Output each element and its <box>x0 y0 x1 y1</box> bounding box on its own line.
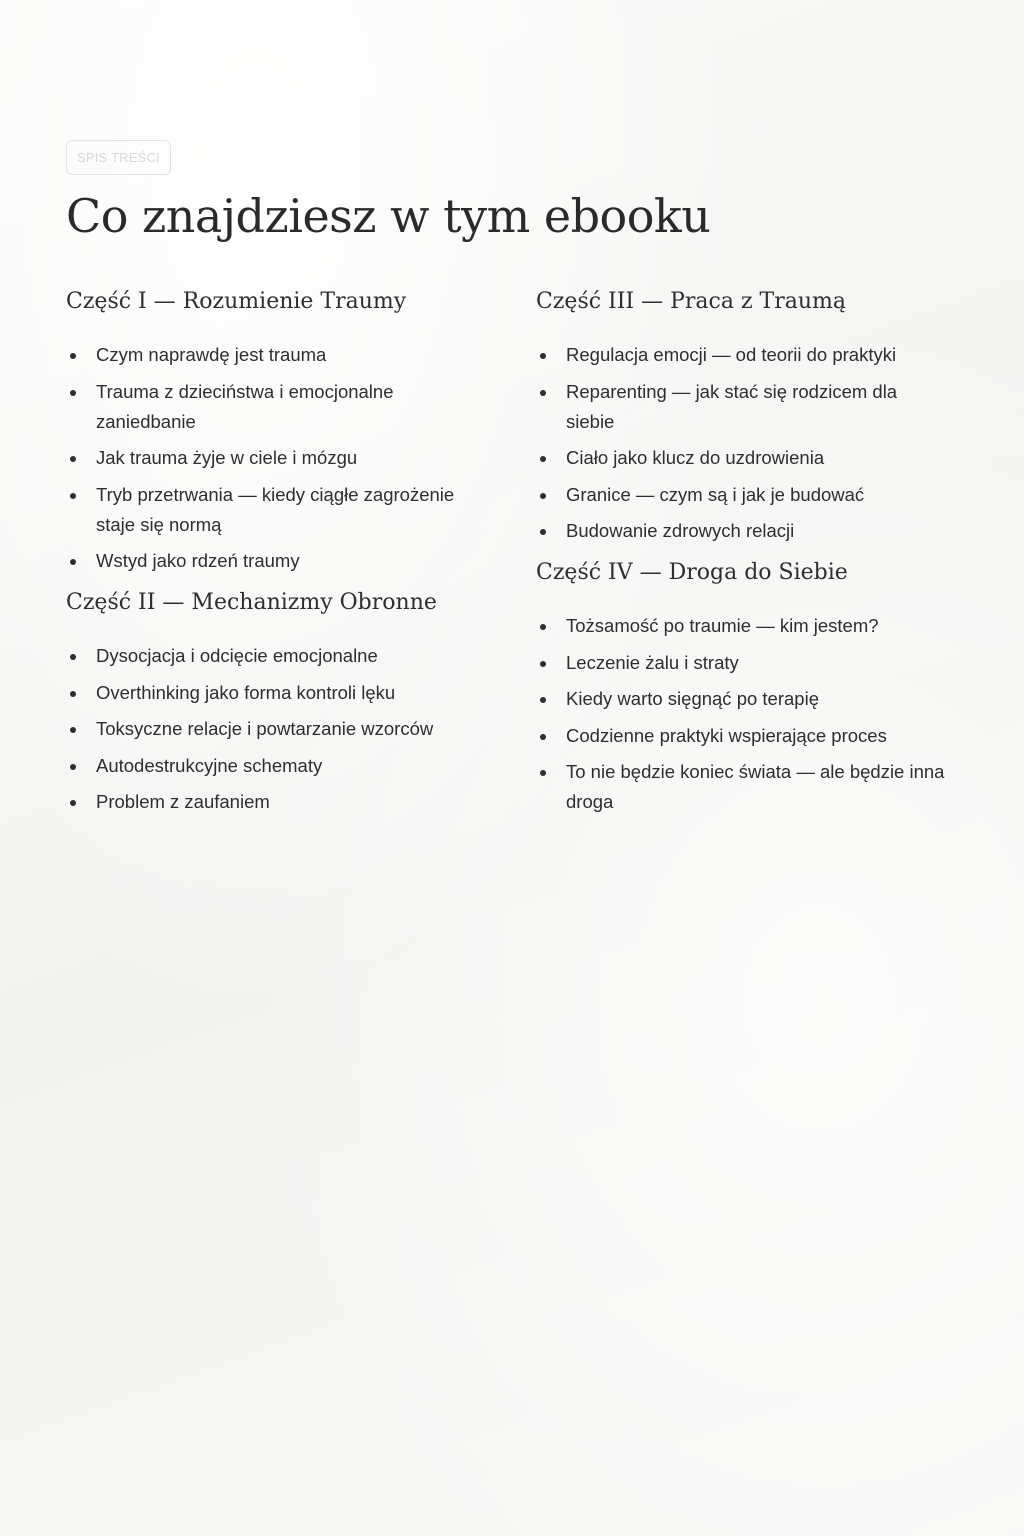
chapter-list <box>66 340 536 576</box>
chapter-item: Autodestrukcyjne schematy <box>66 751 486 781</box>
chapter-list <box>66 641 536 817</box>
toc-column-right <box>536 282 956 824</box>
chapter-item: Jak trauma żyje w ciele i mózgu <box>66 443 486 473</box>
chapter-item: Overthinking jako forma kontroli lęku <box>66 678 486 708</box>
chapter-item: Toksyczne relacje i powtarzanie wzorców <box>66 714 486 744</box>
chapter-list <box>536 611 956 817</box>
chapter-list <box>536 340 956 546</box>
part-3 <box>536 282 956 546</box>
chapter-item: Wstyd jako rdzeń traumy <box>66 546 486 576</box>
part-2 <box>66 583 536 817</box>
part-heading: Część III — Praca z Traumą <box>536 289 847 314</box>
chapter-item: Problem z zaufaniem <box>66 787 486 817</box>
section-badge: SPIS TREŚCI <box>66 140 171 175</box>
chapter-item: To nie będzie koniec świata — ale będzie inna droga <box>536 757 946 817</box>
chapter-item: Ciało jako klucz do uzdrowienia <box>536 443 946 473</box>
chapter-item: Trauma z dzieciństwa i emocjonalne zaniedbanie <box>66 377 486 437</box>
chapter-item: Tryb przetrwania — kiedy ciągłe zagrożenie staje się normą <box>66 480 486 540</box>
chapter-item: Granice — czym są i jak je budować <box>536 480 946 510</box>
chapter-item: Regulacja emocji — od teorii do praktyki <box>536 340 946 370</box>
page-title: Co znajdziesz w tym ebooku <box>66 189 711 243</box>
part-4 <box>536 553 956 817</box>
chapter-item: Tożsamość po traumie — kim jestem? <box>536 611 946 641</box>
chapter-item: Reparenting — jak stać się rodzicem dla siebie <box>536 377 946 437</box>
part-heading: Część IV — Droga do Siebie <box>536 559 848 585</box>
toc-columns <box>66 282 966 824</box>
part-heading: Część I — Rozumienie Traumy <box>66 289 407 314</box>
chapter-item: Dysocjacja i odcięcie emocjonalne <box>66 641 486 671</box>
chapter-item: Budowanie zdrowych relacji <box>536 516 946 546</box>
part-1 <box>66 282 536 576</box>
chapter-item: Codzienne praktyki wspierające proces <box>536 721 946 751</box>
chapter-item: Leczenie żalu i straty <box>536 648 946 678</box>
toc-column-left <box>66 282 536 824</box>
chapter-item: Czym naprawdę jest trauma <box>66 340 486 370</box>
chapter-item: Kiedy warto sięgnąć po terapię <box>536 684 946 714</box>
part-heading: Część II — Mechanizmy Obronne <box>66 589 437 615</box>
